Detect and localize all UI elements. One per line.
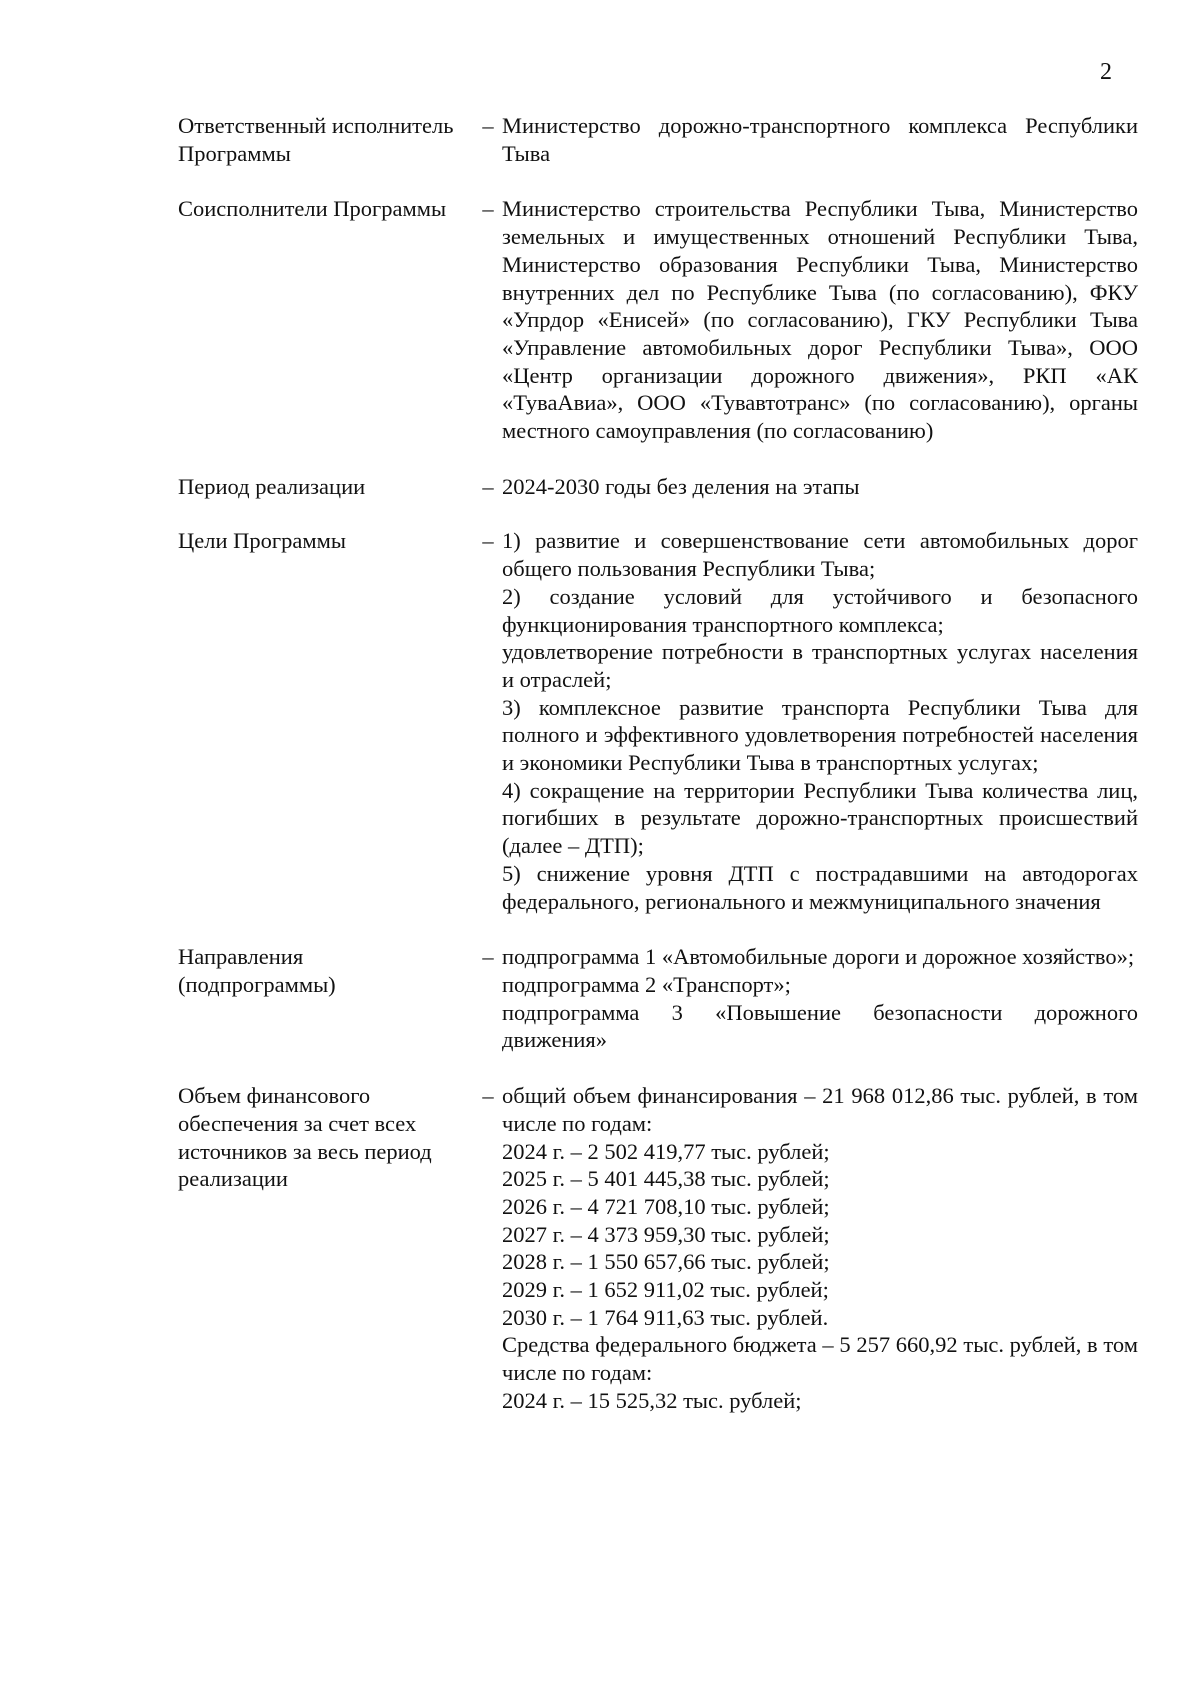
row-coexecutors: [178, 195, 1138, 444]
row-implementation-period: [178, 473, 1138, 501]
subprogram-item: подпрограмма 2 «Транспорт»;: [502, 971, 791, 997]
federal-budget-total: Средства федерального бюджета – 5 257 660,92 тыс. рублей, в том числе по годам:: [502, 1332, 1138, 1386]
financing-label: Объем финансового обеспечения за счет всех источников за весь период реализации: [178, 1083, 432, 1192]
dash: –: [482, 528, 494, 554]
row-financing: [178, 1082, 1138, 1414]
period-label: Период реализации: [178, 473, 366, 499]
financing-total: общий объем финансирования – 21 968 012,86 тыс. рублей, в том числе по годам:: [502, 1083, 1138, 1136]
financing-year-item: 2029 г. – 1 652 911,02 тыс. рублей;: [502, 1277, 829, 1303]
responsible-executor-label: Ответственный исполнитель Программы: [178, 113, 454, 166]
dash: –: [482, 473, 494, 499]
directions-label: Направления (подпрограммы): [178, 944, 336, 997]
financing-year-item: 2027 г. – 4 373 959,30 тыс. рублей;: [502, 1221, 830, 1247]
goal-item: 4) сокращение на территории Республики Тыва количества лиц, погибших в результате дорожно-транспортных происшествий (далее – ДТП);: [502, 777, 1138, 859]
financing-year-item: 2028 г. – 1 550 657,66 тыс. рублей;: [502, 1249, 830, 1275]
financing-year-item: 2030 г. – 1 764 911,63 тыс. рублей.: [502, 1304, 829, 1330]
directions-value: [502, 943, 1138, 1054]
row-responsible-executor: [178, 112, 1138, 167]
page-number: 2: [1100, 59, 1112, 85]
goal-item: 3) комплексное развитие транспорта Республики Тыва для полного и эффективного удовлетворения потребностей населения и экономики Республики Тыва в транспортных услугах;: [502, 694, 1138, 776]
goals-value: [502, 527, 1138, 915]
subprogram-item: подпрограмма 3 «Повышение безопасности дорожного движения»: [502, 999, 1138, 1053]
goal-item: удовлетворение потребности в транспортных услугах населения и отраслей;: [502, 639, 1138, 692]
row-directions-subprograms: [178, 943, 1138, 1054]
financing-year-item: 2026 г. – 4 721 708,10 тыс. рублей;: [502, 1193, 830, 1219]
subprogram-item: подпрограмма 1 «Автомобильные дороги и дорожное хозяйство»;: [502, 944, 1135, 970]
coexecutors-value: Министерство строительства Республики Тыва, Министерство земельных и имущественных отношений Республики Тыва, Министерство образования Республики Тыва, Министерство внутренних дел по Республике Тыва (по согласованию), ФКУ «Упрдор «Енисей» (по согласованию), ГКУ Республики Тыва «Управление автомобильных дорог Республики Тыва», ООО «Центр организации дорожного движения», РКП «АК «ТуваАвиа», ООО «Тувавтотранс» (по согласованию), органы местного самоуправления (по согласованию): [502, 196, 1138, 444]
dash: –: [482, 113, 494, 138]
goal-item: 2) создание условий для устойчивого и безопасного функционирования транспортного комплекса;: [502, 583, 1138, 637]
financing-year-item: 2025 г. – 5 401 445,38 тыс. рублей;: [502, 1166, 830, 1192]
dash: –: [482, 1083, 494, 1109]
financing-value: [502, 1082, 1138, 1414]
dash: –: [482, 196, 494, 222]
goals-label: Цели Программы: [178, 528, 346, 554]
period-value: 2024-2030 годы без деления на этапы: [502, 473, 860, 499]
responsible-executor-value: Министерство дорожно-транспортного комплекса Республики Тыва: [502, 113, 1138, 166]
goal-item: 5) снижение уровня ДТП с пострадавшими на автодорогах федерального, регионального и межмуниципального значения: [502, 860, 1138, 914]
coexecutors-label: Соисполнители Программы: [178, 196, 447, 222]
program-passport: [178, 112, 1138, 1443]
dash: –: [482, 944, 494, 970]
goal-item: 1) развитие и совершенствование сети автомобильных дорог общего пользования Республики Тыва;: [502, 528, 1138, 582]
federal-year-item: 2024 г. – 15 525,32 тыс. рублей;: [502, 1387, 802, 1413]
financing-year-item: 2024 г. – 2 502 419,77 тыс. рублей;: [502, 1138, 830, 1164]
row-program-goals: [178, 527, 1138, 915]
